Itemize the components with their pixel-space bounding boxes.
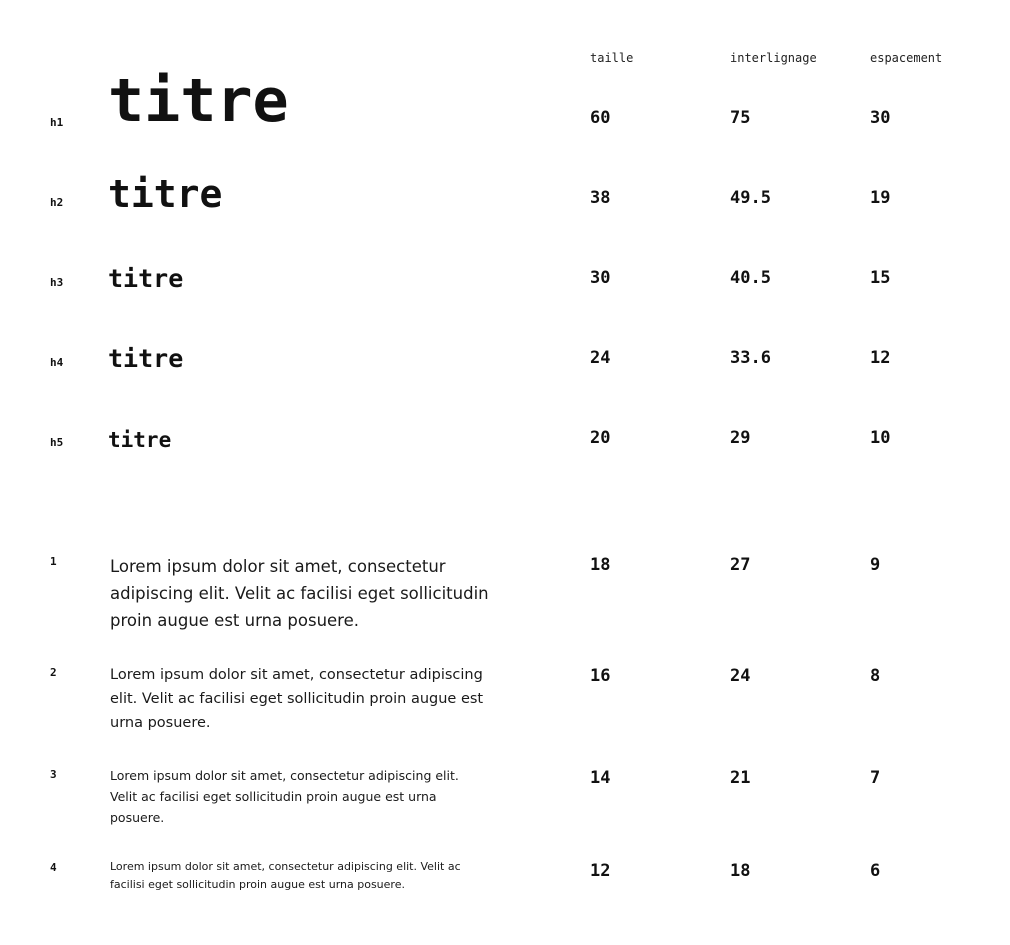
paragraph-line-height-3: 21 <box>730 768 751 788</box>
column-header-line-height: interlignage <box>730 51 817 65</box>
paragraph-line-height-4: 18 <box>730 861 751 881</box>
heading-tag-h5: h5 <box>50 436 64 449</box>
paragraph-size-2: 16 <box>590 666 611 686</box>
heading-tag-h4: h4 <box>50 356 64 369</box>
paragraph-sample-1: Lorem ipsum dolor sit amet, consectetur adipiscing elit. Velit ac facilisi eget sollicitudin proin augue est urna posuere. <box>110 557 489 630</box>
heading-sample-h5: titre <box>108 428 172 452</box>
paragraph-spacing-4: 6 <box>870 861 881 881</box>
heading-size-h1: 60 <box>590 108 611 128</box>
heading-size-h5: 20 <box>590 428 611 448</box>
paragraph-sample-2: Lorem ipsum dolor sit amet, consectetur adipiscing elit. Velit ac facilisi eget sollicitudin proin augue est urna posuere. <box>110 667 484 731</box>
paragraph-spacing-3: 7 <box>870 768 881 788</box>
paragraph-line-height-2: 24 <box>730 666 751 686</box>
heading-spacing-h3: 15 <box>870 268 891 288</box>
heading-tag-h3: h3 <box>50 276 64 289</box>
paragraph-tag-4: 4 <box>50 861 57 874</box>
heading-size-h4: 24 <box>590 348 611 368</box>
paragraph-spacing-2: 8 <box>870 666 881 686</box>
heading-spacing-h1: 30 <box>870 108 891 128</box>
heading-tag-h2: h2 <box>50 196 64 209</box>
heading-line-height-h3: 40.5 <box>730 268 771 288</box>
paragraph-size-1: 18 <box>590 555 611 575</box>
heading-spacing-h4: 12 <box>870 348 891 368</box>
paragraph-sample-3: Lorem ipsum dolor sit amet, consectetur adipiscing elit. Velit ac facilisi eget sollicitudin proin augue est urna posuere. <box>110 768 459 825</box>
heading-sample-h3: titre <box>108 264 184 293</box>
paragraph-line-height-1: 27 <box>730 555 751 575</box>
heading-line-height-h2: 49.5 <box>730 188 771 208</box>
heading-size-h3: 30 <box>590 268 611 288</box>
paragraph-tag-3: 3 <box>50 768 57 781</box>
heading-size-h2: 38 <box>590 188 611 208</box>
heading-sample-h1: titre <box>108 66 289 136</box>
paragraph-spacing-1: 9 <box>870 555 881 575</box>
paragraph-sample-4: Lorem ipsum dolor sit amet, consectetur adipiscing elit. Velit ac facilisi eget sollicitudin proin augue est urna posuere. <box>110 860 461 891</box>
heading-spacing-h2: 19 <box>870 188 891 208</box>
heading-spacing-h5: 10 <box>870 428 891 448</box>
column-header-spacing: espacement <box>870 51 943 65</box>
heading-tag-h1: h1 <box>50 116 64 129</box>
paragraph-tag-2: 2 <box>50 666 57 679</box>
heading-line-height-h5: 29 <box>730 428 751 448</box>
heading-sample-h2: titre <box>108 172 223 216</box>
paragraph-tag-1: 1 <box>50 555 57 568</box>
heading-line-height-h1: 75 <box>730 108 751 128</box>
heading-sample-h4: titre <box>108 344 184 373</box>
heading-line-height-h4: 33.6 <box>730 348 771 368</box>
column-header-size: taille <box>590 51 634 65</box>
paragraph-size-4: 12 <box>590 861 611 881</box>
paragraph-size-3: 14 <box>590 768 611 788</box>
